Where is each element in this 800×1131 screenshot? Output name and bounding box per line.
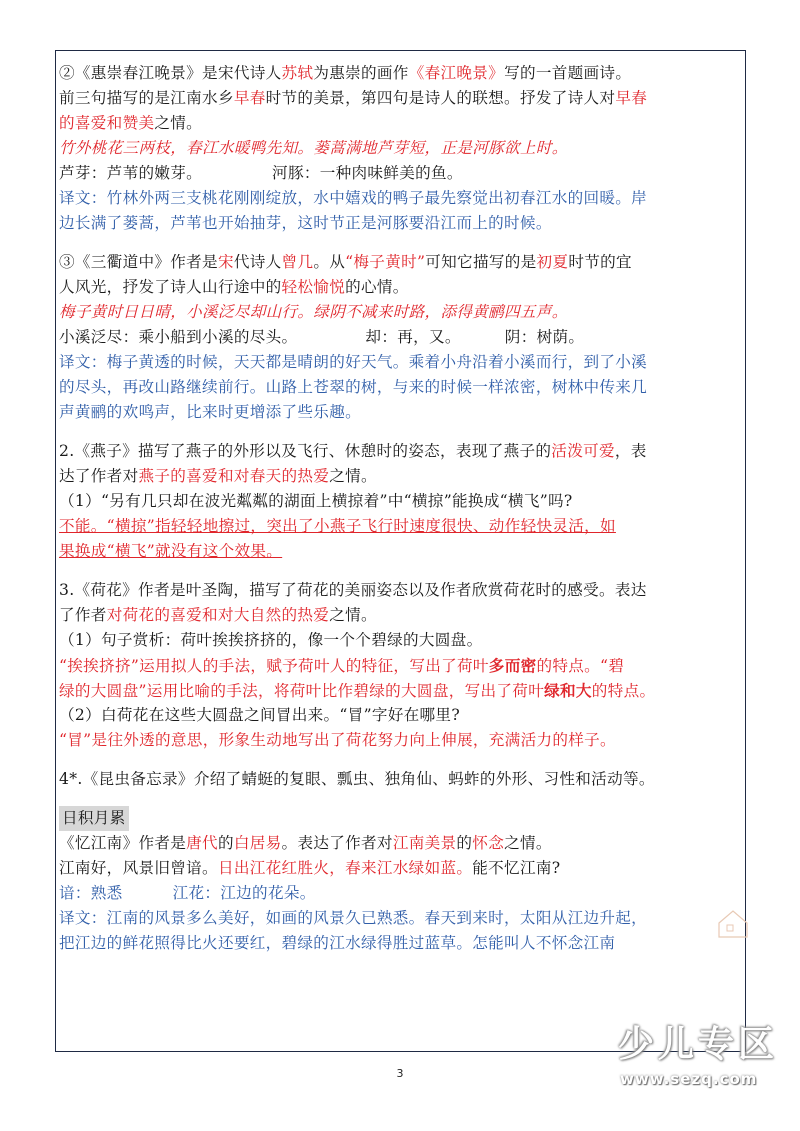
text-segment: 译文：梅子黄透的时候，天天都是晴朗的好天气。乘着小舟沿着小溪而行，到了小溪: [59, 353, 648, 371]
section-heading: 日积月累: [59, 806, 129, 831]
text-segment: 河豚：一种肉味鲜美的鱼。: [272, 164, 463, 182]
text-segment: 谙：熟悉: [59, 884, 123, 902]
text-line: [59, 728, 745, 753]
text-segment: 燕子的喜爱和对春天的热爱: [138, 467, 330, 485]
text-segment: 绿的大圆盘”运用比喻的手法，将荷叶比作碧绿的大圆盘，写出了荷叶: [59, 682, 545, 700]
text-segment: 写的一首题画诗。: [504, 64, 632, 82]
text-segment: 早春: [233, 89, 266, 107]
text-line: [59, 539, 745, 564]
text-segment: 芦芽：芦苇的嫩芽。: [59, 164, 203, 182]
text-segment: 唐代: [186, 834, 218, 852]
text-segment: 怀念: [472, 834, 505, 852]
text-line: [59, 136, 745, 161]
text-segment: 时节的美景，第四句是诗人的联想。抒发了诗人对: [265, 89, 616, 107]
text-line: [59, 703, 745, 728]
text-segment: 《忆江南》作者是: [59, 834, 187, 852]
text-segment: 的: [217, 834, 234, 852]
house-sketch-icon: [715, 905, 751, 941]
text-segment: ，表: [614, 442, 647, 460]
text-segment: 。从: [313, 253, 346, 271]
text-line: [59, 186, 745, 211]
text-segment: “冒”是往外透的意思，形象生动地写出了荷花努力向上伸展，充满活力的样子。: [59, 731, 616, 749]
text-line: [59, 653, 745, 678]
text-segment: “挨挨挤挤”运用拟人的手法，赋予荷叶人的特征，写出了荷叶: [59, 657, 489, 675]
text-segment: （1）“另有几只却在波光粼粼的湖面上横掠着”中“横掠”能换成“横飞”吗?: [59, 492, 573, 510]
text-segment: 为惠崇的画作: [313, 64, 409, 82]
text-segment: 初夏: [536, 253, 569, 271]
text-segment: 的特点。“碧: [536, 657, 625, 675]
text-line: [59, 678, 745, 703]
text-line: [59, 61, 745, 86]
text-segment: 江花：江边的花朵。: [172, 884, 316, 902]
text-segment: 4*.《昆虫备忘录》介绍了蜻蜓的复眼、瓢虫、独角仙、蚂蚱的外形、习性和活动等。: [59, 770, 655, 788]
text-line: [59, 906, 745, 931]
text-line: [59, 111, 745, 136]
text-segment: ③《三衢道中》作者是: [59, 253, 218, 271]
watermark-logo: [598, 1010, 798, 1102]
text-segment: 江南好，风景旧曾谙。: [59, 859, 218, 877]
text-segment: 竹外桃花三两枝，春江水暖鸭先知。蒌蒿满地芦芽短，正是河豚欲上时。: [59, 139, 568, 157]
text-segment: 译文：竹林外两三支桃花刚刚绽放，水中嬉戏的鸭子最先察觉出初春江水的回暖。岸: [59, 189, 648, 207]
text-line: [59, 211, 745, 236]
text-segment: 对荷花的喜爱和对大自然的热爱: [106, 606, 330, 624]
text-segment: 多而密: [488, 656, 537, 675]
text-line: [59, 931, 745, 956]
text-segment: 的特点。: [591, 682, 656, 700]
paragraph-gap: [59, 425, 745, 439]
text-line: [59, 275, 745, 300]
text-segment: 江南美景: [392, 834, 457, 852]
text-line: [59, 578, 745, 603]
text-segment: （2）白荷花在这些大圆盘之间冒出来。“冒”字好在哪里?: [59, 706, 460, 724]
text-line: [59, 86, 745, 111]
text-segment: 的尽头，再改山路继续前行。山路上苍翠的树，与来的时候一样浓密，树林中传来几: [59, 378, 648, 396]
text-segment: 边长满了蒌蒿，芦苇也开始抽芽，这时节正是河豚要沿江而上的时候。: [59, 214, 552, 232]
text-segment: 人风光，抒发了诗人山行途中的: [59, 278, 282, 296]
text-segment: 轻松愉悦: [281, 278, 346, 296]
text-line: [59, 628, 745, 653]
text-segment: 《春江晚景》: [408, 64, 505, 82]
text-segment: 3.《荷花》作者是叶圣陶，描写了荷花的美丽姿态以及作者欣赏荷花时的感受。表达: [59, 581, 647, 599]
text-segment: 果换成“横飞”就没有这个效果。: [59, 542, 283, 560]
text-line: [59, 250, 745, 275]
text-segment: 梅子黄时日日晴，小溪泛尽却山行。绿阴不减来时路，添得黄鹂四五声。: [59, 303, 568, 321]
text-segment: 代诗人: [233, 253, 282, 271]
paragraph-gap: [59, 236, 745, 250]
text-line: [59, 439, 745, 464]
text-segment: 2.《燕子》描写了燕子的外形以及飞行、休憩时的姿态，表现了燕子的: [59, 442, 552, 460]
text-line: [59, 300, 745, 325]
paragraph-gap: [59, 792, 745, 806]
text-segment: 之情。: [154, 114, 203, 132]
text-line: [59, 161, 745, 186]
text-line: [59, 350, 745, 375]
text-segment: 声黄鹂的欢鸣声，比来时更增添了些乐趣。: [59, 403, 361, 421]
text-line: [59, 831, 745, 856]
text-segment: 之情。: [329, 467, 377, 485]
text-segment: 的心情。: [345, 278, 409, 296]
text-line: [59, 806, 745, 831]
page-number: 3: [396, 1067, 404, 1080]
paragraph-gap: [59, 753, 745, 767]
text-segment: “梅子黄时”: [345, 253, 426, 271]
text-segment: 宋: [217, 253, 234, 271]
text-line: [59, 464, 745, 489]
text-segment: 能不忆江南?: [472, 859, 561, 877]
text-segment: 前三句描写的是江南水乡: [59, 89, 234, 107]
text-segment: 绿和大: [544, 681, 592, 700]
text-line: [59, 514, 745, 539]
watermark-url: www.sezq.com: [620, 1070, 758, 1088]
text-segment: 的喜爱和赞美: [59, 114, 155, 132]
text-segment: ②《惠崇春江晚景》是宋代诗人: [59, 64, 282, 82]
text-segment: （1）句子赏析：荷叶挨挨挤挤的，像一个个碧绿的大圆盘。: [59, 631, 483, 649]
text-segment: 苏轼: [281, 64, 314, 82]
text-line: [59, 767, 745, 792]
text-segment: 了作者: [59, 606, 107, 624]
text-segment: 阴：树荫。: [504, 328, 585, 346]
text-segment: 小溪泛尽：乘小船到小溪的尽头。: [59, 328, 298, 346]
text-segment: 达了作者对: [59, 467, 139, 485]
text-segment: 曾几: [281, 253, 314, 271]
text-segment: 时节的宜: [568, 253, 632, 271]
text-segment: 可知它描写的是: [425, 253, 537, 271]
text-segment: 日出江花红胜火，春来江水绿如蓝。: [217, 859, 473, 877]
text-segment: 之情。: [329, 606, 377, 624]
content-frame: [55, 50, 746, 1052]
text-segment: 之情。: [504, 834, 552, 852]
text-segment: 却：再，又。: [365, 328, 461, 346]
text-segment: 的: [456, 834, 473, 852]
text-segment: 译文：江南的风景多么美好，如画的风景久已熟悉。春天到来时，太阳从江边升起，: [59, 909, 648, 927]
text-line: [59, 325, 745, 350]
text-line: [59, 489, 745, 514]
text-line: [59, 856, 745, 881]
text-line: [59, 603, 745, 628]
text-line: [59, 400, 745, 425]
text-segment: 白居易: [233, 834, 282, 852]
text-line: [59, 375, 745, 400]
text-line: [59, 881, 745, 906]
watermark-title: 少儿专区: [618, 1024, 779, 1065]
paragraph-gap: [59, 564, 745, 578]
text-segment: 把江边的鲜花照得比火还要红，碧绿的江水绿得胜过蓝草。怎能叫人不怀念江南: [59, 934, 616, 952]
text-segment: 。表达了作者对: [281, 834, 393, 852]
text-segment: 活泼可爱: [551, 442, 615, 460]
text-segment: 不能。“横掠”指轻轻地擦过，突出了小燕子飞行时速度很快、动作轻快灵活，如: [59, 517, 616, 535]
text-segment: 早春: [615, 89, 648, 107]
